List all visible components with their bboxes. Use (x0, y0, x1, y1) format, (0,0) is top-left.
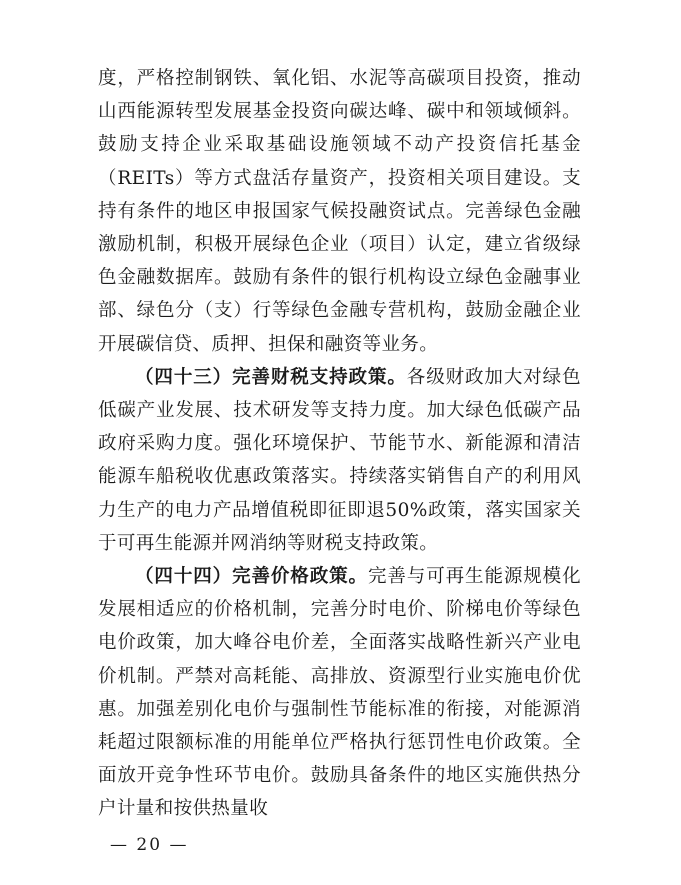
paragraph-heading: （四十四）完善价格政策。 (135, 566, 368, 588)
body-text (98, 62, 581, 826)
paragraph-continued (98, 62, 581, 361)
paragraph-43 (98, 361, 581, 560)
paragraph-44 (98, 560, 581, 826)
paragraph-text: 度，严格控制钢铁、氧化铝、水泥等高碳项目投资，推动山西能源转型发展基金投资向碳达峰、碳中和领域倾斜。鼓励支持企业采取基础设施领域不动产投资信托基金（REITs）等方式盘活存量资产，投资相关项目建设。支持有条件的地区申报国家气候投融资试点。完善绿色金融激励机制，积极开展绿色企业（项目）认定，建立省级绿色金融数据库。鼓励有条件的银行机构设立绿色金融事业部、绿色分（支）行等绿色金融专营机构，鼓励金融企业开展碳信贷、质押、担保和融资等业务。 (98, 68, 581, 355)
paragraph-text: 各级财政加大对绿色低碳产业发展、技术研发等支持力度。加大绿色低碳产品政府采购力度。强化环境保护、节能节水、新能源和清洁能源车船税收优惠政策落实。持续落实销售自产的利用风力生产的电力产品增值税即征即退50%政策，落实国家关于可再生能源并网消纳等财税支持政策。 (98, 366, 581, 554)
page-number: — 20 — (110, 835, 189, 855)
paragraph-text: 完善与可再生能源规模化发展相适应的价格机制，完善分时电价、阶梯电价等绿色电价政策，加大峰谷电价差，全面落实战略性新兴产业电价机制。严禁对高耗能、高排放、资源型行业实施电价优惠。加强差别化电价与强制性节能标准的衔接，对能源消耗超过限额标准的用能单位严格执行惩罚性电价政策。全面放开竞争性环节电价。鼓励具备条件的地区实施供热分户计量和按供热量收 (98, 566, 581, 820)
paragraph-heading: （四十三）完善财税支持政策。 (135, 366, 407, 388)
